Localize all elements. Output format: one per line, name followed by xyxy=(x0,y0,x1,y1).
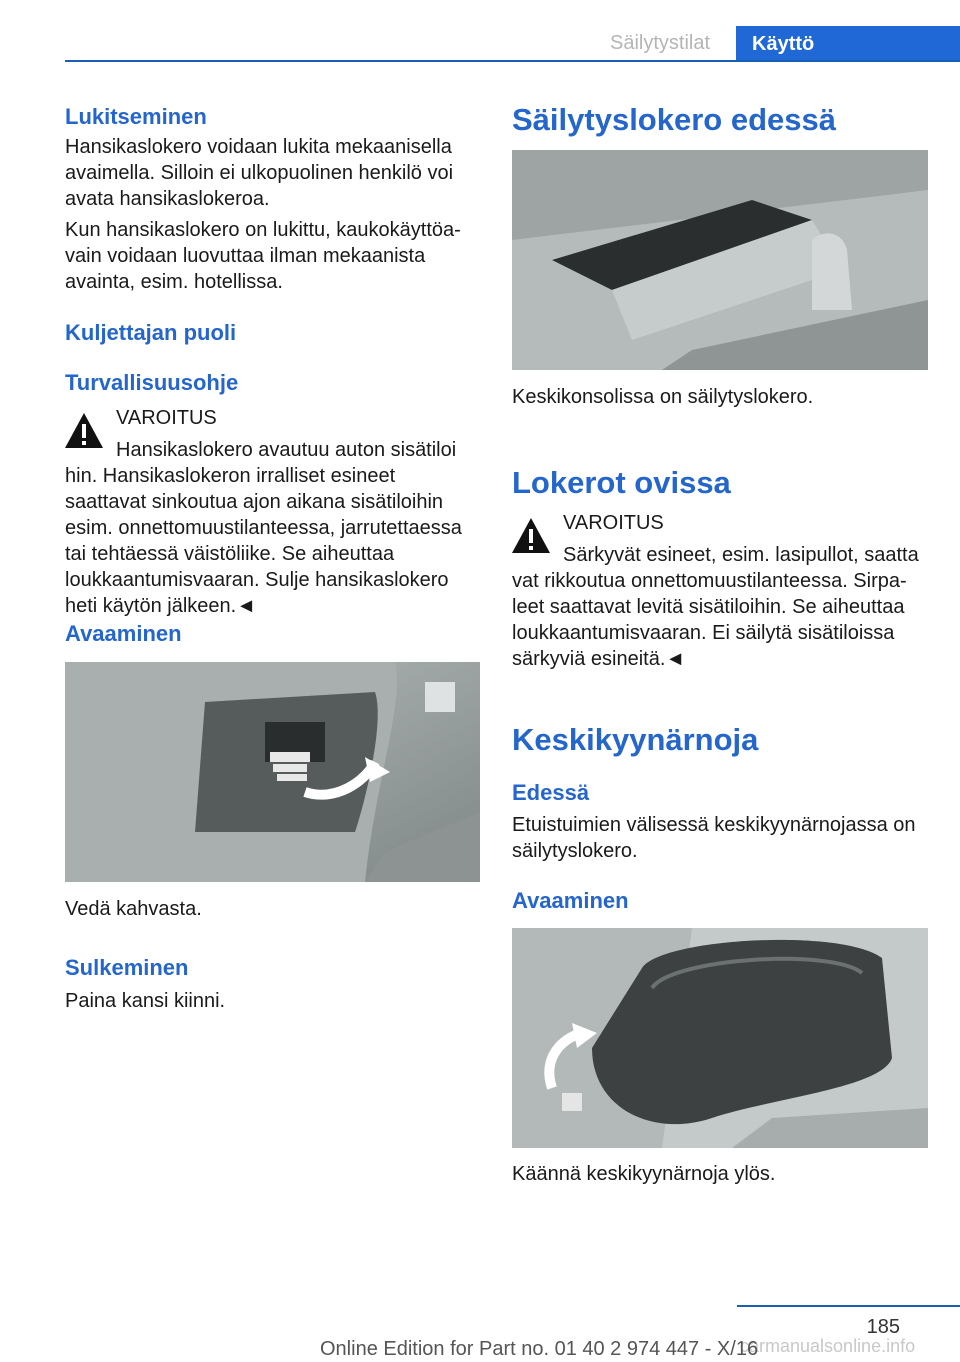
heading-lukitseminen: Lukitseminen xyxy=(65,104,207,129)
heading-avaaminen-right: Avaaminen xyxy=(512,888,629,913)
caption-glovebox: Vedä kahvasta. xyxy=(65,898,202,920)
watermark: carmanualsonline.info xyxy=(740,1336,916,1356)
heading-kuljettajan-puoli: Kuljettajan puoli xyxy=(65,320,237,345)
header-rule xyxy=(65,60,960,62)
heading-avaaminen-left: Avaaminen xyxy=(65,621,182,646)
armrest-photo xyxy=(512,928,928,1148)
page-number: 185 xyxy=(866,1316,900,1338)
warning-triangle-icon xyxy=(510,515,552,557)
footer-edition: Online Edition for Part no. 01 40 2 974 447 - X/16 xyxy=(320,1338,759,1360)
caption-armrest: Käännä keskikyynärnoja ylös. xyxy=(512,1163,776,1185)
warning-triangle-icon xyxy=(63,410,105,452)
paragraph-lock-1: Hansikaslokero voidaan lukita mekaanisella avaimella. Silloin ei ulkopuolinen henkilö voi avata hansikaslokeroa. xyxy=(65,136,454,210)
caption-console: Keskikonsolissa on säilytyslokero. xyxy=(512,386,814,408)
heading-turvallisuusohje: Turvallisuusohje xyxy=(65,370,239,395)
glovebox-photo xyxy=(65,662,480,882)
console-storage-photo xyxy=(512,150,928,370)
heading-keskikyynarnoja: Keskikyynärnoja xyxy=(512,722,759,757)
heading-sulkeminen: Sulkeminen xyxy=(65,955,189,980)
heading-edessa: Edessä xyxy=(512,780,590,805)
warning-label: VAROITUS xyxy=(116,407,217,429)
warning-label-right: VAROITUS xyxy=(563,512,664,534)
warning-text-right-first-line: Särkyvät esineet, esim. lasipullot, saatta xyxy=(563,544,919,566)
warning-text: hin. Hansikaslokeron irralliset esineet saattavat sinkoutua ajon aikana sisätiloihin esim. onnettomuustilanteessa, jarrutettaessa tai tehtäessä väistöliike. Se aiheuttaa loukkaantumisvaaran. Sulje hansikaslokero heti käytön jälkeen.◄ xyxy=(65,465,462,617)
header-chapter-tab: Käyttö xyxy=(736,26,960,62)
footer-rule xyxy=(737,1305,960,1307)
heading-lokerot-ovissa: Lokerot ovissa xyxy=(512,465,731,500)
paragraph-lock-2: Kun hansikaslokero on lukittu, kaukokäyttöavain voidaan luovuttaa ilman mekaanista avainta, esim. hotellissa. xyxy=(65,219,461,293)
warning-text-right: vat rikkoutua onnettomuustilanteessa. Sirpaleet saattavat levitä sisätiloihin. Se aiheuttaa loukkaantumisvaaran. Ei säilytä sisätiloissa särkyviä esineitä.◄ xyxy=(512,570,907,670)
paragraph-sulkeminen: Paina kansi kiinni. xyxy=(65,990,226,1012)
paragraph-edessa: Etuistuimien välisessä keskikyynärnojassa on säilytyslokero. xyxy=(512,814,916,862)
warning-text-first-line: Hansikaslokero avautuu auton sisätiloi xyxy=(116,439,457,461)
header-section-label: Säilytystilat xyxy=(609,32,711,54)
heading-sailytyslokero-edessa: Säilytyslokero edessä xyxy=(512,102,836,137)
